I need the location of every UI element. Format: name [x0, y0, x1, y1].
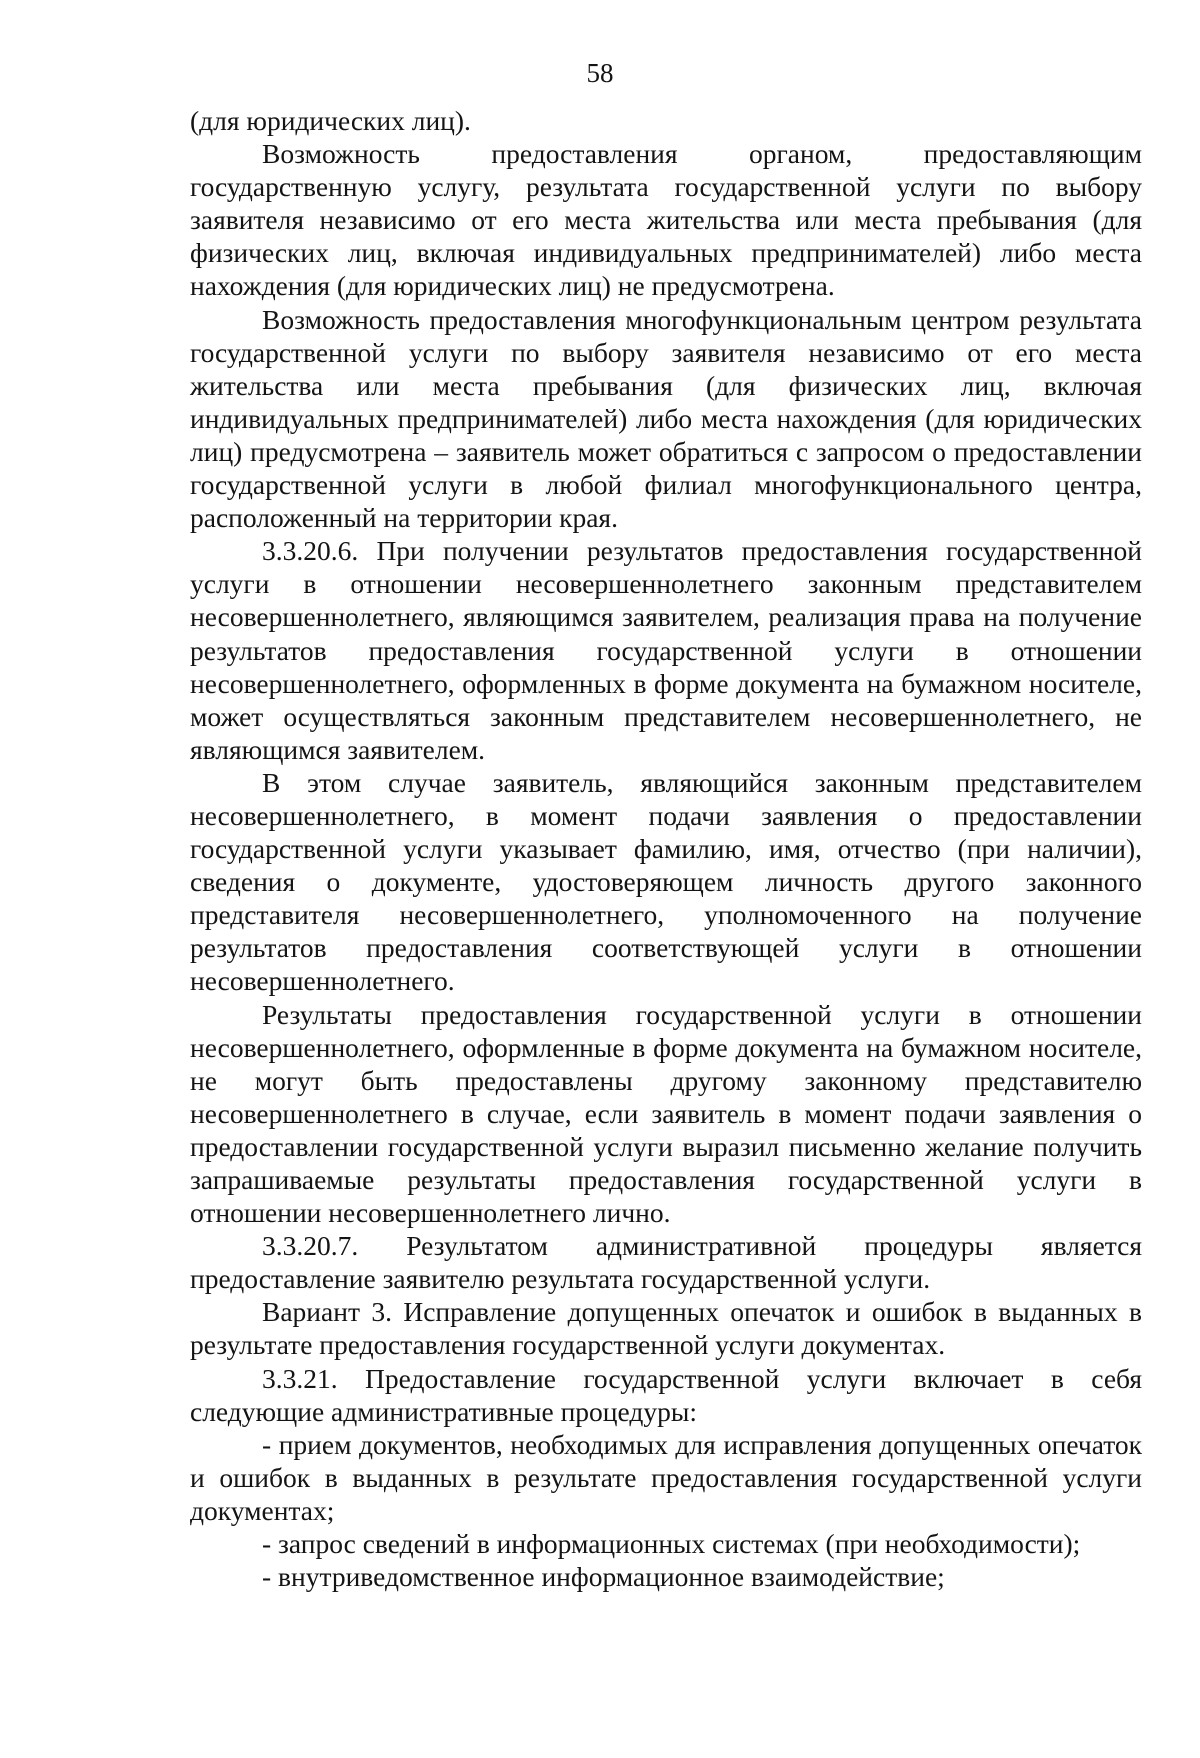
paragraph-3-3-21: 3.3.21. Предоставление государственной услуги включает в себя следующие административные процедуры:	[190, 1362, 1142, 1427]
document-body	[190, 104, 1142, 1593]
list-item-interdepartmental: - внутриведомственное информационное взаимодействие;	[262, 1561, 945, 1593]
paragraph-3-3-20-7: 3.3.20.7. Результатом административной процедуры является предоставление заявителю результата государственной услуги.	[190, 1230, 1142, 1295]
paragraph-results-minor: Результаты предоставления государственной услуги в отношении несовершеннолетнего, оформленные в форме документа на бумажном носителе, не могут быть предоставлены другому законному представителю несовершеннолетнего в случае, если заявитель в момент подачи заявления о предоставлении государственной услуги выразил письменно желание получить запрашиваемые результаты предоставления государственной услуги в отношении несовершеннолетнего лично.	[190, 998, 1142, 1229]
paragraph-organ-possibility: Возможность предоставления органом, предоставляющим государственную услугу, результата государственной услуги по выбору заявителя независимо от его места жительства или места пребывания (для физических лиц, включая индивидуальных предпринимателей) либо места нахождения (для юридических лиц) не предусмотрена.	[190, 138, 1142, 302]
paragraph-representative-case: В этом случае заявитель, являющийся законным представителем несовершеннолетнего, в момент подачи заявления о предоставлении государственной услуги указывает фамилию, имя, отчество (при наличии), сведения о документе, удостоверяющем личность другого законного представителя несовершеннолетнего, уполномоченного на получение результатов предоставления соответствующей услуги в отношении несовершеннолетнего.	[190, 766, 1142, 997]
paragraph-variant-3: Вариант 3. Исправление допущенных опечаток и ошибок в выданных в результате предоставления государственной услуги документах.	[190, 1296, 1142, 1361]
list-item-information-request: - запрос сведений в информационных системах (при необходимости);	[262, 1528, 1081, 1560]
page-number: 58	[586, 58, 614, 88]
list-item-document-intake: - прием документов, необходимых для исправления допущенных опечаток и ошибок в выданных в результате предоставления государственной услуги документах;	[190, 1428, 1142, 1526]
paragraph-3-3-20-6: 3.3.20.6. При получении результатов предоставления государственной услуги в отношении несовершеннолетнего законным представителем несовершеннолетнего, являющимся заявителем, реализация права на получение результатов предоставления государственной услуги в отношении несовершеннолетнего, оформленных в форме документа на бумажном носителе, может осуществляться законным представителем несовершеннолетнего, не являющимся заявителем.	[190, 535, 1142, 765]
paragraph-mfc-possibility: Возможность предоставления многофункциональным центром результата государственной услуги по выбору заявителя независимо от его места жительства или места пребывания (для физических лиц, включая индивидуальных предпринимателей) либо места нахождения (для юридических лиц) предусмотрена – заявитель может обратиться с запросом о предоставлении государственной услуги в любой филиал многофункционального центра, расположенный на территории края.	[190, 303, 1142, 534]
paragraph-continuation: (для юридических лиц).	[190, 105, 471, 136]
